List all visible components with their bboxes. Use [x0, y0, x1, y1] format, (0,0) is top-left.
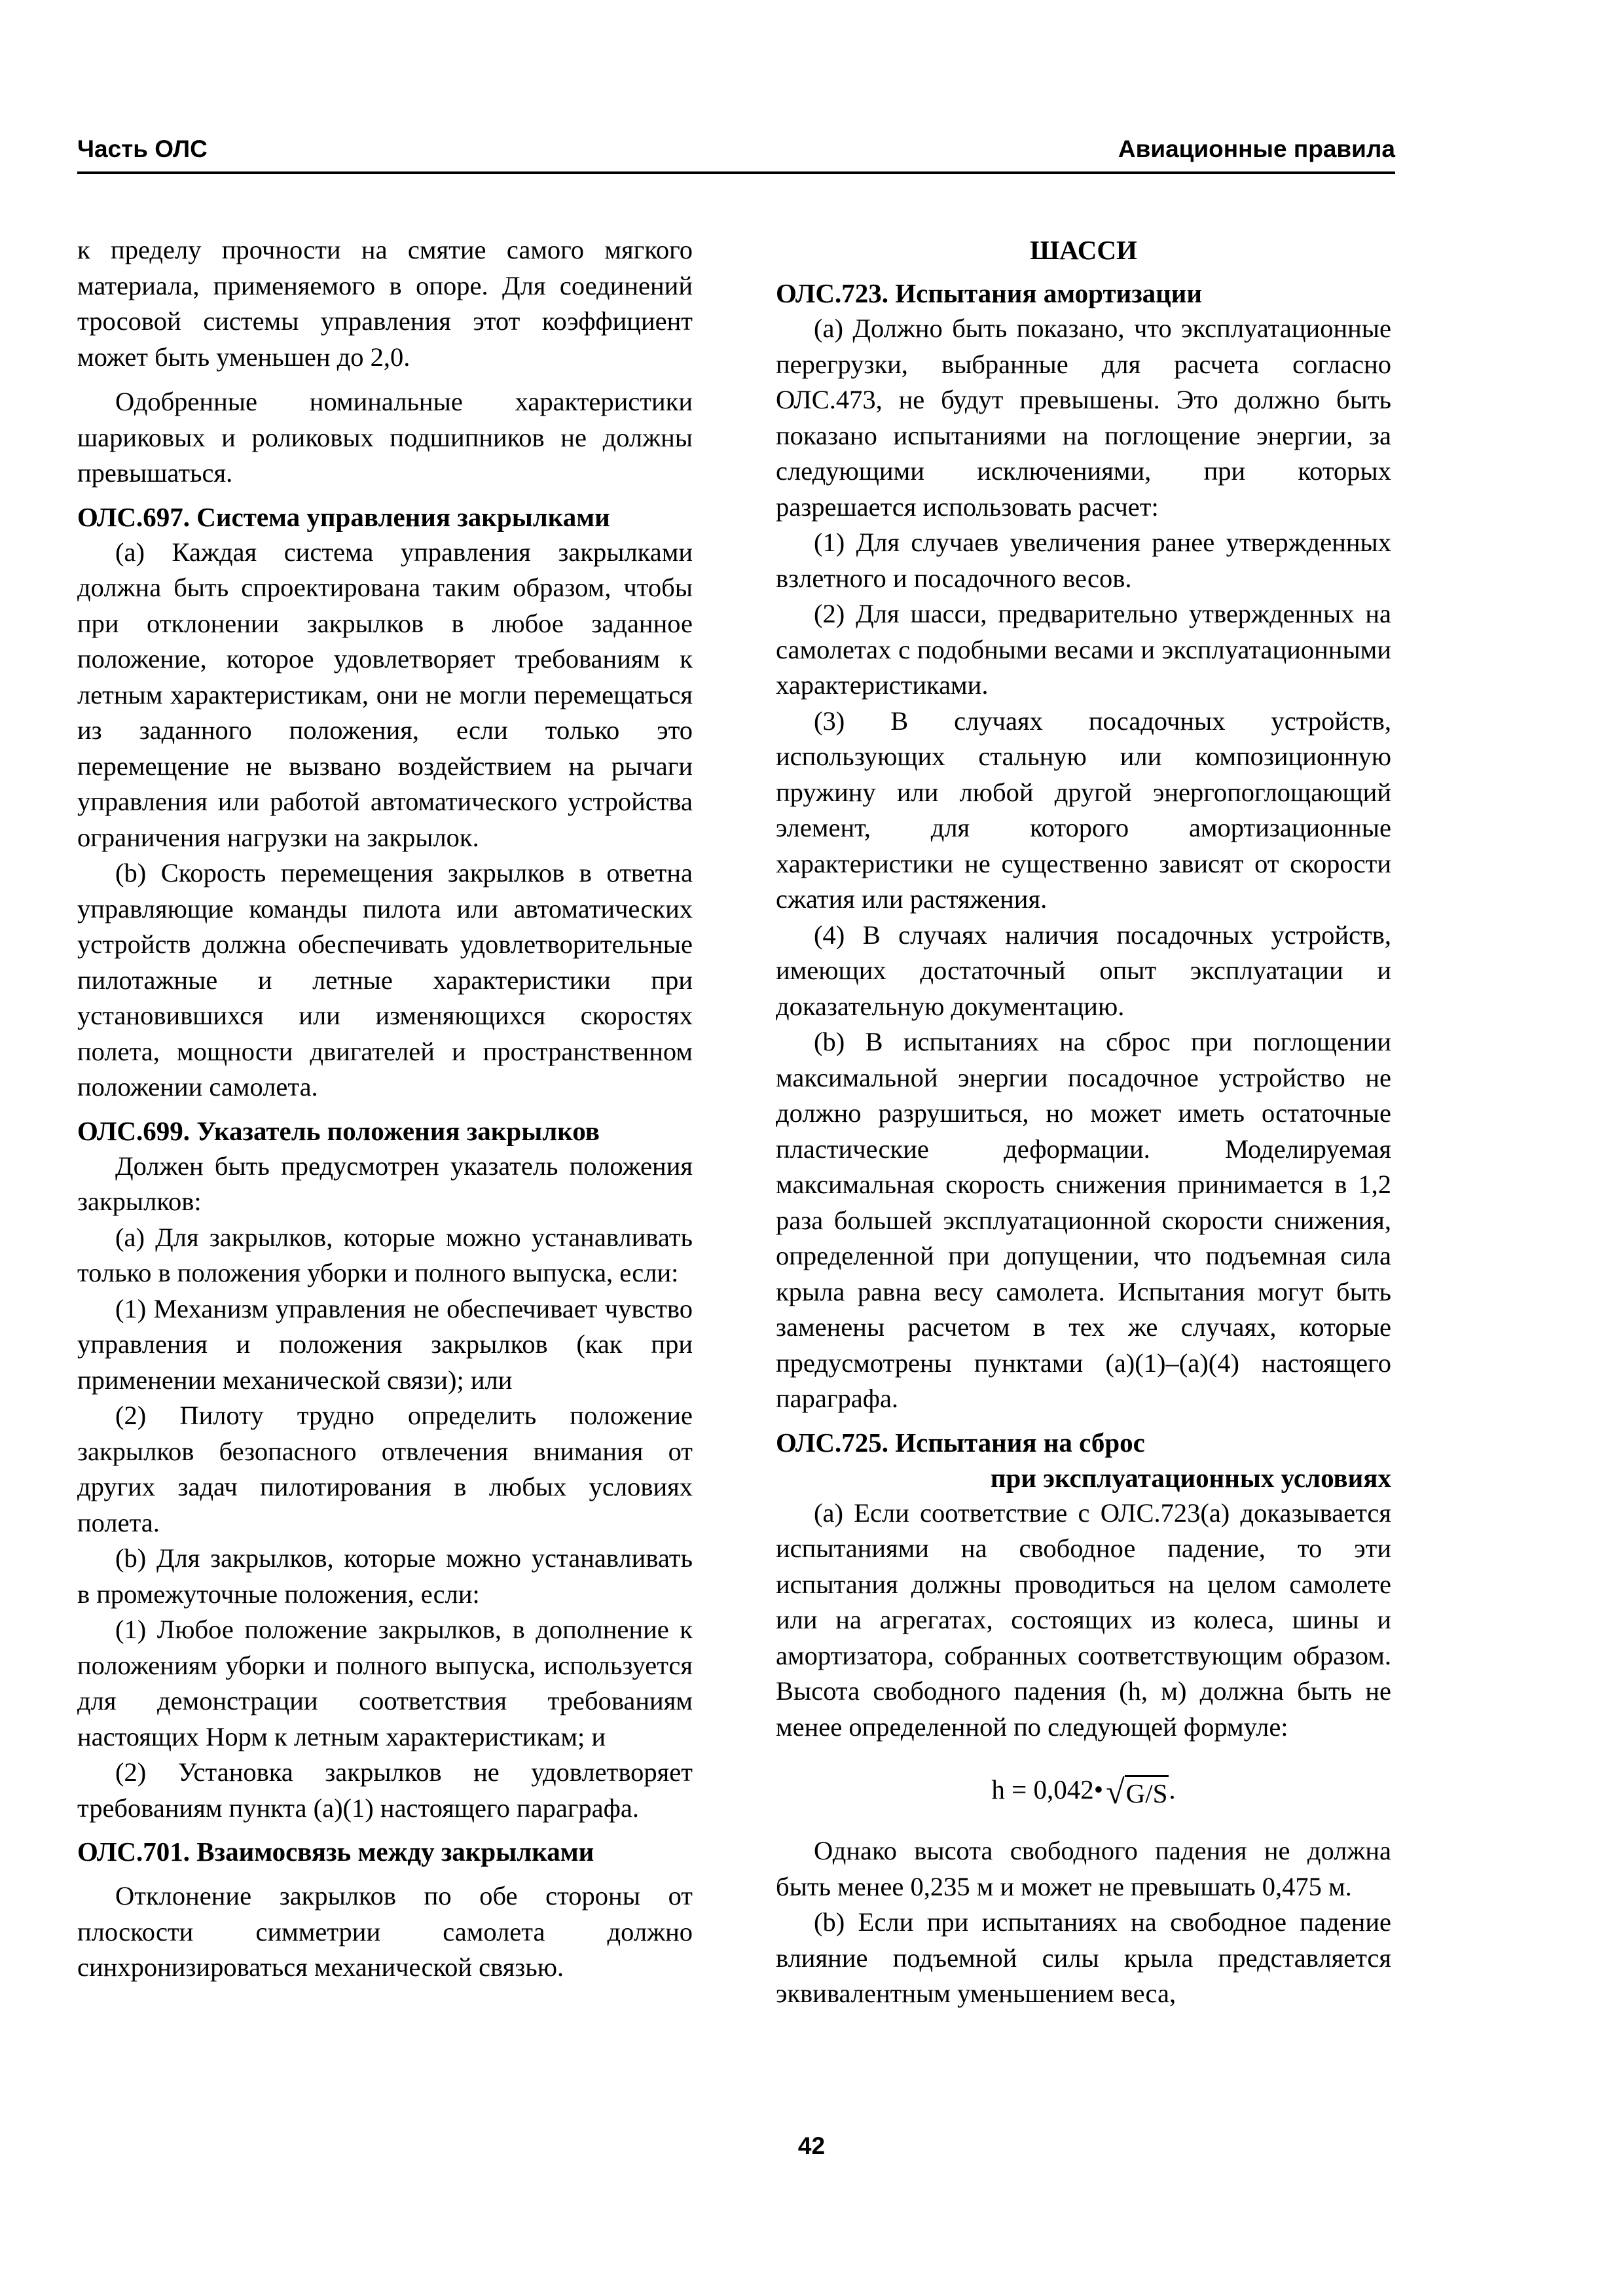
header-title: Авиационные правила	[1118, 135, 1395, 162]
clause-723-a1: (1) Для случаев увеличения ранее утвержденных взлетного и посадочного весов.	[776, 528, 1391, 593]
clause-701-text: Отклонение закрылков по обе стороны от плоскости симметрии самолета должно синхронизироваться механической связью.	[77, 1881, 693, 1982]
bearings-paragraph: Одобренные номинальные характеристики шариковых и роликовых подшипников не должны превышаться.	[77, 387, 693, 488]
clause-697-a: (a) Каждая система управления закрылками должна быть спроектирована таким образом, чтобы при отклонении закрылков в любое заданное положение, которое удовлетворяет требованиям к летным характеристикам, они не могли перемещаться из заданного положения, если только это перемещение не вызвано воздействием на рычаги управления или работой автоматического устройства ограничения нагрузки на закрылок.	[77, 537, 693, 852]
section-heading-699: ОЛС.699. Указатель положения закрылков	[77, 1115, 600, 1146]
clause-699-a: (a) Для закрылков, которые можно устанавливать только в положения уборки и полного выпуска, если:	[77, 1222, 693, 1287]
section-heading-697: ОЛС.697. Система управления закрылками	[77, 501, 610, 532]
clause-723-a3: (3) В случаях посадочных устройств, использующих стальную или композиционную пружину или любой другой энергопоглощающий элемент, для которого амортизационные характеристики не существенно зависят от скорости сжатия или растяжения.	[776, 706, 1391, 914]
clause-723-a: (a) Должно быть показано, что эксплуатационные перегрузки, выбранные для расчета согласно ОЛС.473, не будут превышены. Это должно быть показано испытаниями на поглощение энергии, за следующими исключениями, при которых разрешается использовать расчет:	[776, 314, 1391, 522]
clause-725-limits: Однако высота свободного падения не должна быть менее 0,235 м и может не превышать 0,475 м.	[776, 1836, 1391, 1901]
continuation-paragraph: к пределу прочности на смятие самого мягкого материала, применяемого в опоре. Для соединений тросовой системы управления этот коэффициент может быть уменьшен до 2,0.	[77, 235, 693, 372]
clause-699-b2: (2) Установка закрылков не удовлетворяет требованиям пункта (a)(1) настоящего параграфа.	[77, 1757, 693, 1823]
formula-end: .	[1169, 1774, 1176, 1804]
clause-725-b: (b) Если при испытаниях на свободное падение влияние подъемной силы крыла представляется эквивалентным уменьшением веса,	[776, 1907, 1391, 2009]
clause-699-b: (b) Для закрылков, которые можно устанавливать в промежуточные положения, если:	[77, 1543, 693, 1609]
left-column	[77, 232, 693, 1986]
section-heading-725-line2: при эксплуатационных условиях	[990, 1462, 1391, 1493]
header-part-label: Часть ОЛС	[77, 135, 208, 162]
clause-699-intro: Должен быть предусмотрен указатель положения закрылков:	[77, 1151, 693, 1216]
clause-723-b: (b) В испытаниях на сброс при поглощении максимальной энергии посадочное устройство не должно разрушиться, но может иметь остаточные пластические деформации. Моделируемая максимальная скорость снижения принимается в 1,2 раза большей эксплуатационной скорости снижения, определенной при допущении, что подъемная сила крыла равна весу самолета. Испытания могут быть заменены расчетом в тех же случаях, которые предусмотрены пунктами (a)(1)–(a)(4) настоящего параграфа.	[776, 1027, 1391, 1413]
clause-699-a1: (1) Механизм управления не обеспечивает чувство управления и положения закрылков (как при применении механической связи); или	[77, 1293, 693, 1395]
section-heading-701: ОЛС.701. Взаимосвязь между закрылками	[77, 1837, 594, 1867]
formula-left: h = 0,042•	[991, 1774, 1104, 1804]
clause-697-b: (b) Скорость перемещения закрылков в ответна управляющие команды пилота или автоматических устройств должна обеспечивать удовлетворительные пилотажные и летные характеристики при установившихся или изменяющихся скоростях полета, мощности двигателей и пространственном положении самолета.	[77, 858, 693, 1102]
clause-723-a2: (2) Для шасси, предварительно утвержденных на самолетах с подобными весами и эксплуатационными характеристиками.	[776, 599, 1391, 700]
right-column	[776, 232, 1391, 2012]
clause-699-b1: (1) Любое положение закрылков, в дополнение к положениям уборки и полного выпуска, используется для демонстрации соответствия требованиям настоящих Норм к летным характеристикам; и	[77, 1615, 693, 1751]
drop-height-formula	[776, 1770, 1391, 1810]
formula-radicand: G/S	[1125, 1775, 1169, 1810]
clause-725-a: (a) Если соответствие с ОЛС.723(a) доказывается испытаниями на свободное падение, то эти испытания должны проводиться на целом самолете или на агрегатах, состоящих из колеса, шины и амортизатора, собранных соответствующим образом. Высота свободного падения (h, м) должна быть не менее определенной по следующей формуле:	[776, 1498, 1391, 1742]
square-root-sign: √	[1106, 1773, 1125, 1811]
header-divider	[77, 171, 1395, 174]
section-heading-723: ОЛС.723. Испытания амортизации	[776, 278, 1203, 308]
section-heading-725	[776, 1425, 1391, 1496]
section-heading-725-line1: ОЛС.725. Испытания на сброс	[776, 1427, 1145, 1458]
clause-699-a2: (2) Пилоту трудно определить положение закрылков безопасного отвлечения внимания от других задач пилотирования в любых условиях полета.	[77, 1401, 693, 1537]
page-number: 42	[797, 2132, 826, 2159]
chapter-heading: ШАССИ	[1030, 235, 1137, 265]
clause-723-a4: (4) В случаях наличия посадочных устройств, имеющих достаточный опыт эксплуатации и доказательную документацию.	[776, 920, 1391, 1021]
